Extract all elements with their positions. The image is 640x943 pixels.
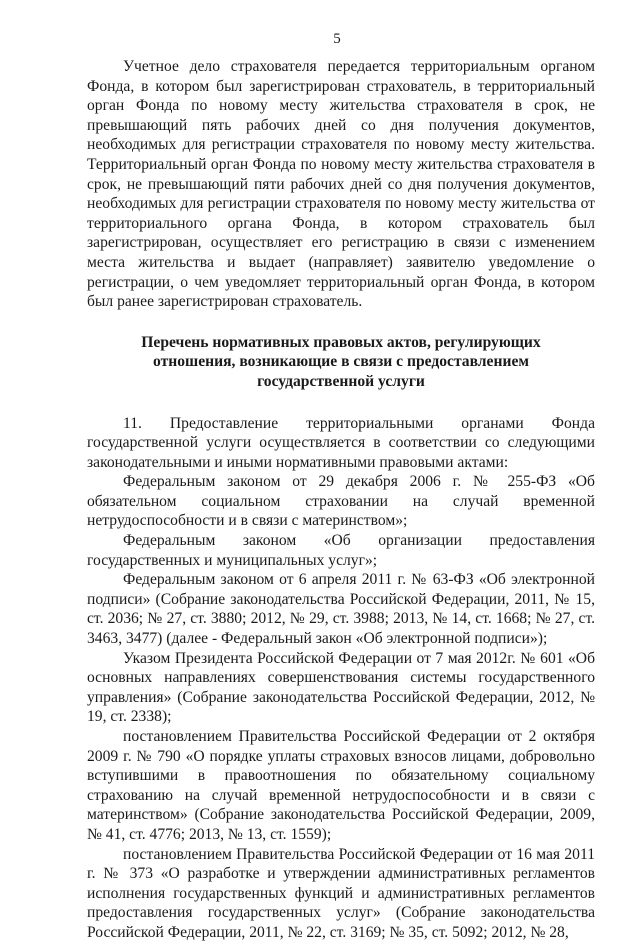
- page-number: 5: [333, 31, 341, 47]
- section-heading-line: отношения, возникающие в связи с предоставлением: [153, 353, 529, 371]
- section-heading: [87, 333, 595, 392]
- paragraph-law-63-fz: Федеральным законом от 6 апреля 2011 г. № 63-ФЗ «Об электронной подписи» (Собрание законодательства Российской Федерации, 2011, № 15, ст. 2036; № 27, ст. 3880; 2012, № 29, ст. 3988; 2013, № 14, ст. 1668; № 27, ст. 3463, 3477) (далее - Федеральный закон «Об электронной подписи»);: [87, 571, 595, 648]
- section-heading-line: государственной услуги: [257, 372, 425, 390]
- paragraph-law-255-fz: Федеральным законом от 29 декабря 2006 г. № 255-ФЗ «Об обязательном социальном страховании на случай временной нетрудоспособности и в связи с материнством»;: [87, 473, 595, 530]
- paragraph-registration-transfer: Учетное дело страхователя передается территориальным органом Фонда, в котором был зарегистрирован страхователь, в территориальный орган Фонда по новому месту жительства страхователя в срок, не превышающий пять рабочих дней со дня получения документов, необходимых для регистрации страхователя по новому месту жительства. Территориальный орган Фонда по новому месту жительства страхователя в срок, не превышающий пяти рабочих дней со дня получения документов, необходимых для регистрации страхователя по новому месту жительства от территориального органа Фонда, в котором страхователь был зарегистрирован, осуществляет его регистрацию в связи с изменением места жительства и выдает (направляет) заявителю уведомление о регистрации, о чем уведомляет территориальный орган Фонда, в котором был ранее зарегистрирован страхователь.: [87, 58, 595, 311]
- paragraph-decree-601: Указом Президента Российской Федерации от 7 мая 2012г. № 601 «Об основных направлениях совершенствования системы государственного управления» (Собрание законодательства Российской Федерации, 2012, № 19, ст. 2338);: [87, 649, 595, 726]
- paragraph-resolution-790: постановлением Правительства Российской Федерации от 2 октября 2009 г. № 790 «О порядке уплаты страховых взносов лицами, добровольно вступившими в правоотношения по обязательному социальному страхованию на случай временной нетрудоспособности и в связи с материнством» (Собрание законодательства Российской Федерации, 2009, № 41, ст. 4776; 2013, № 13, ст. 1559);: [87, 728, 595, 843]
- paragraph-law-state-services: Федеральным законом «Об организации предоставления государственных и муниципальных услуг»;: [87, 532, 595, 569]
- paragraph-item-11: 11. Предоставление территориальными органами Фонда государственной услуги осуществляется в соответствии со следующими законодательными и иными нормативными правовыми актами:: [87, 414, 595, 471]
- document-page: [87, 30, 595, 943]
- section-heading-line: Перечень нормативных правовых актов, регулирующих: [141, 333, 541, 351]
- paragraph-resolution-373: постановлением Правительства Российской Федерации от 16 мая 2011 г. № 373 «О разработке и утверждении административных регламентов исполнения государственных функций и административных регламентов предоставления государственных услуг» (Собрание законодательства Российской Федерации, 2011, № 22, ст. 3169; № 35, ст. 5092; 2012, № 28,: [87, 845, 595, 941]
